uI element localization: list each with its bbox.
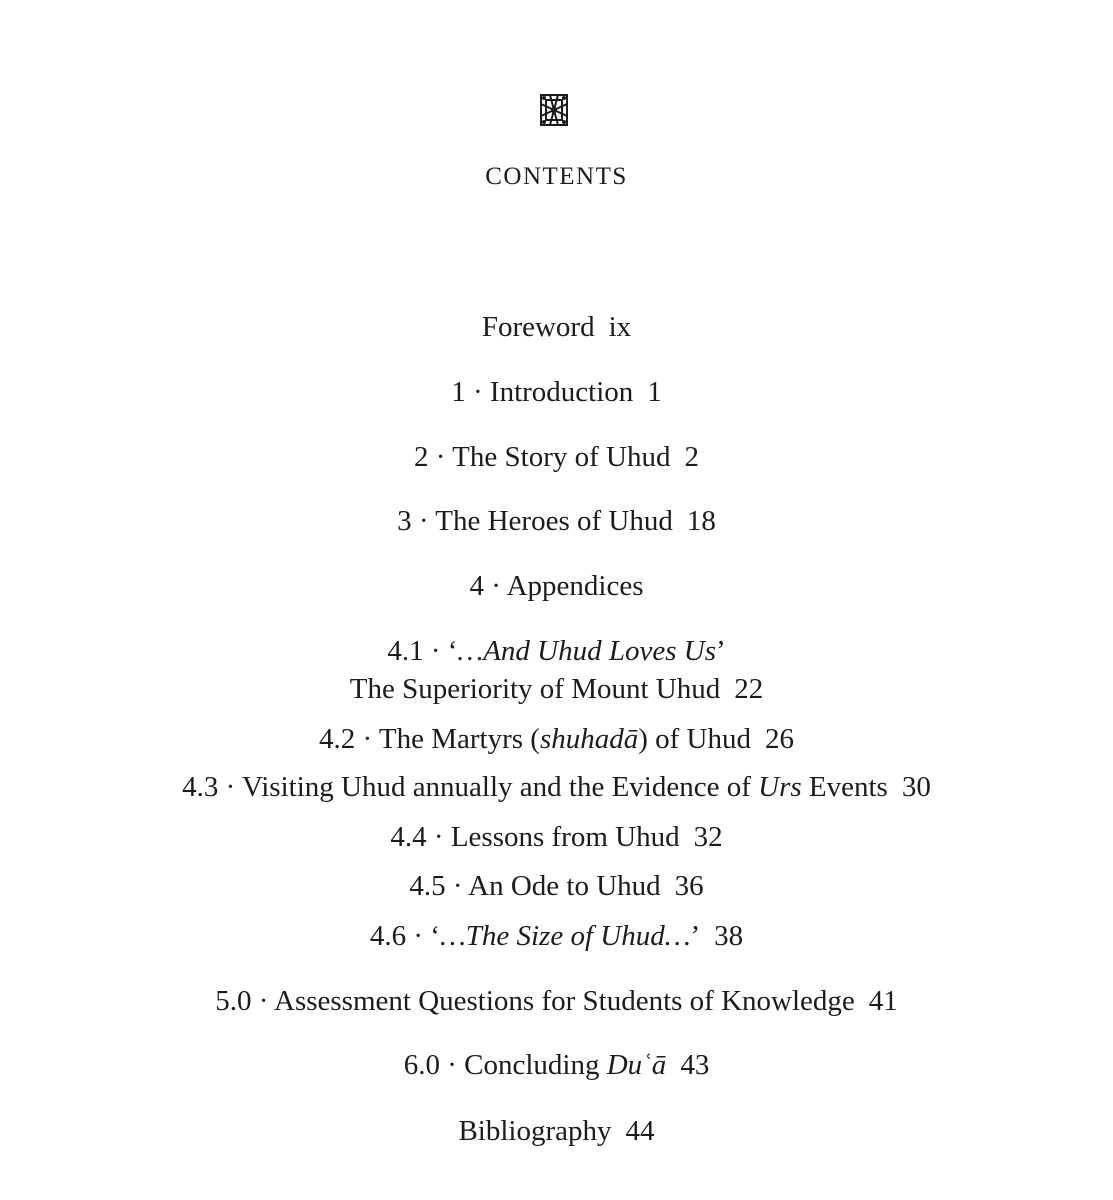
entry-title: Concluding <box>464 1049 607 1081</box>
entry-page: 2 <box>684 441 699 473</box>
entry-title: Introduction <box>489 376 634 408</box>
entry-subtitle: The Superiority of Mount Uhud <box>349 673 721 705</box>
entry-page: 22 <box>734 673 764 705</box>
entry-number: 4.1 <box>387 635 424 667</box>
entry-title-italic: shuhadā <box>539 723 639 755</box>
entry-page: 18 <box>686 505 716 537</box>
toc-entry-4-4[interactable]: 4.4 · Lessons from Uhud 32 <box>390 821 723 853</box>
knot-ornament-icon <box>538 92 570 128</box>
page-title: CONTENTS <box>485 163 628 190</box>
toc-entry-appendices[interactable]: 4 · Appendices <box>469 570 644 602</box>
entry-page: 41 <box>868 985 898 1017</box>
entry-title-italic: Duʿā <box>606 1049 667 1081</box>
toc-entry-4-5[interactable]: 4.5 · An Ode to Uhud 36 <box>409 870 704 902</box>
toc-entry-heroes-of-uhud[interactable]: 3 · The Heroes of Uhud 18 <box>397 505 716 537</box>
entry-title: Assessment Questions for Students of Knowledge <box>274 985 855 1017</box>
entry-title-italic: Urs <box>758 771 802 803</box>
toc-entry-4-1-subtitle[interactable] <box>0 670 1113 708</box>
entry-number: 4.5 <box>409 870 446 902</box>
entry-page: 1 <box>647 376 662 408</box>
entry-title: Bibliography <box>458 1115 612 1147</box>
entry-page: 26 <box>765 723 794 755</box>
toc-entry-bibliography[interactable] <box>0 1112 1113 1150</box>
toc-entry-concluding-dua[interactable]: 6.0 · Concluding Duʿā 43 <box>403 1049 710 1081</box>
toc-entry-foreword[interactable] <box>0 308 1113 346</box>
toc-entry-4-1[interactable]: 4.1 · ‘…And Uhud Loves Us’ <box>387 635 726 667</box>
entry-page: 43 <box>680 1049 710 1081</box>
entry-title: The Story of Uhud <box>452 441 671 473</box>
entry-page: 36 <box>674 870 704 902</box>
entry-number: 2 <box>414 441 429 473</box>
entry-number: 5.0 <box>215 985 252 1017</box>
entry-number: 4.6 <box>369 920 407 952</box>
toc-entry-4-2[interactable]: 4.2 · The Martyrs (shuhadā) of Uhud 26 <box>318 723 794 755</box>
entry-title: Foreword <box>481 311 595 343</box>
entry-number: 6.0 <box>403 1049 440 1081</box>
entry-number: 1 <box>451 376 466 408</box>
entry-title: Lessons from Uhud <box>450 821 680 853</box>
entry-number: 4.4 <box>390 821 427 853</box>
entry-number: 4.2 <box>318 723 356 755</box>
entry-page: ix <box>608 311 632 343</box>
entry-page: 32 <box>693 821 723 853</box>
entry-page: 38 <box>714 920 744 952</box>
entry-page: 30 <box>901 771 931 803</box>
entry-title-italic: …And Uhud Loves Us <box>457 635 716 667</box>
entry-title-italic: …The Size of Uhud… <box>439 920 691 952</box>
entry-title: An Ode to Uhud <box>468 870 661 902</box>
entry-title: Appendices <box>506 570 644 602</box>
entry-page: 44 <box>625 1115 655 1147</box>
entry-number: 4 <box>469 570 485 602</box>
toc-entry-story-of-uhud[interactable]: 2 · The Story of Uhud 2 <box>414 441 699 473</box>
entry-number: 3 <box>397 505 412 537</box>
entry-number: 4.3 <box>182 771 219 803</box>
toc-entry-4-6[interactable]: 4.6 · ‘…The Size of Uhud…’ 38 <box>369 920 744 952</box>
entry-title: The Heroes of Uhud <box>435 505 673 537</box>
toc-entry-4-3[interactable]: 4.3 · Visiting Uhud annually and the Evidence of Urs Events 30 <box>182 771 931 803</box>
toc-entry-assessment-questions[interactable]: 5.0 · Assessment Questions for Students of Knowledge 41 <box>215 985 898 1017</box>
toc-entry-introduction[interactable]: 1 · Introduction 1 <box>451 376 662 408</box>
